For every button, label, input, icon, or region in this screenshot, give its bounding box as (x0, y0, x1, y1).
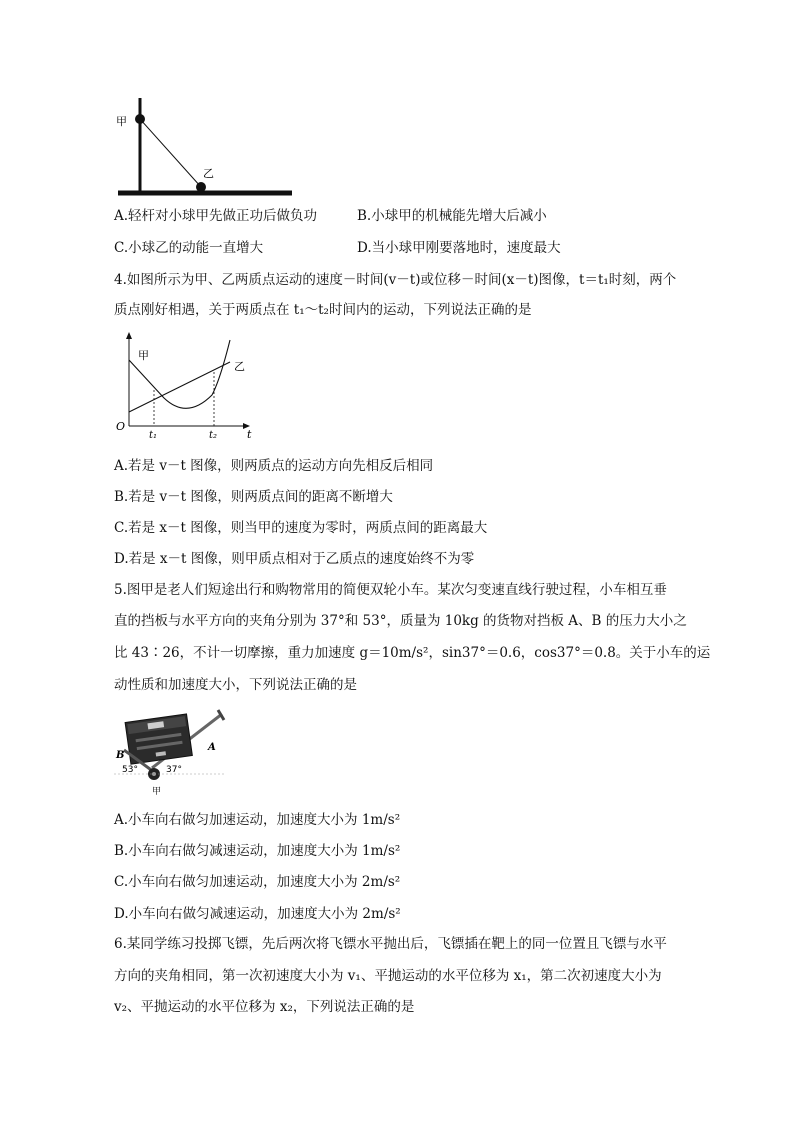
q3-option-c: C.小球乙的动能一直增大 (114, 240, 264, 256)
q5-stem-line-3: 比 43∶26，不计一切摩擦，重力加速度 g＝10m/s²，sin37°＝0.6，cos37°＝0.8。关于小车的运 (114, 645, 711, 661)
q4-stem-line-1: 4.如图所示为甲、乙两质点运动的速度－时间(v－t)或位移－时间(x－t)图像，t＝t₁时刻，两个 (114, 272, 677, 288)
q6-stem-line-2: 方向的夹角相同，第一次初速度大小为 v₁、平抛运动的水平位移为 x₁，第二次初速度大小为 (114, 968, 662, 984)
q3-option-b: B.小球甲的机械能先增大后减小 (357, 208, 547, 224)
q4-option-d: D.若是 x－t 图像，则甲质点相对于乙质点的速度始终不为零 (114, 551, 475, 567)
q5-stem-line-1: 5.图甲是老人们短途出行和购物常用的简便双轮小车。某次匀变速直线行驶过程，小车相互垂 (114, 582, 667, 598)
photo-label-a: A (208, 742, 216, 753)
q5-option-a: A.小车向右做匀加速运动，加速度大小为 1m/s² (114, 812, 401, 828)
graph-label-jia: 甲 (138, 349, 149, 362)
photo-angle-37: 37° (166, 765, 182, 775)
photo-caption: 甲 (152, 787, 162, 797)
q5-option-c: C.小车向右做匀加速运动，加速度大小为 2m/s² (114, 874, 401, 890)
q3-option-a: A.轻杆对小球甲先做正功后做负功 (114, 208, 318, 224)
cart-photo (114, 706, 226, 798)
rod-ball-figure (110, 92, 300, 202)
graph-origin: O (116, 420, 126, 433)
q4-graph (112, 330, 262, 442)
q6-stem-line-1: 6.某同学练习投掷飞镖，先后两次将飞镖水平抛出后，飞镖插在靶上的同一位置且飞镖与水平 (114, 936, 667, 952)
photo-label-b: B (116, 750, 125, 761)
q6-stem-line-3: v₂、平抛运动的水平位移为 x₂，下列说法正确的是 (114, 999, 415, 1015)
curve-yi (129, 362, 230, 412)
photo-angle-53: 53° (122, 765, 138, 775)
y-axis-arrow (126, 332, 132, 339)
ball-jia-label: 甲 (116, 115, 127, 128)
light-rod (140, 119, 201, 187)
q5-stem-line-2: 直的挡板与水平方向的夹角分别为 37°和 53°，质量为 10kg 的货物对挡板 A、B 的压力大小之 (114, 613, 687, 629)
q4-option-a: A.若是 v－t 图像，则两质点的运动方向先相反后相同 (114, 458, 434, 474)
q3-option-d: D.当小球甲刚要落地时，速度最大 (357, 240, 561, 256)
q4-option-b: B.若是 v－t 图像，则两质点间的距离不断增大 (114, 489, 393, 505)
graph-t1-label: t₁ (149, 430, 158, 441)
ball-yi-label: 乙 (203, 167, 214, 180)
ball-yi (196, 182, 206, 192)
q4-stem-line-2: 质点刚好相遇，关于两质点在 t₁～t₂时间内的运动，下列说法正确的是 (114, 302, 532, 318)
graph-t2-label: t₂ (209, 430, 218, 441)
graph-label-yi: 乙 (234, 360, 245, 373)
graph-t-label: t (247, 428, 252, 441)
ball-jia (135, 114, 145, 124)
q5-option-b: B.小车向右做匀减速运动，加速度大小为 1m/s² (114, 843, 401, 859)
q5-option-d: D.小车向右做匀减速运动，加速度大小为 2m/s² (114, 906, 401, 922)
q4-option-c: C.若是 x－t 图像，则当甲的速度为零时，两质点间的距离最大 (114, 520, 488, 536)
q5-stem-line-4: 动性质和加速度大小，下列说法正确的是 (114, 677, 357, 693)
